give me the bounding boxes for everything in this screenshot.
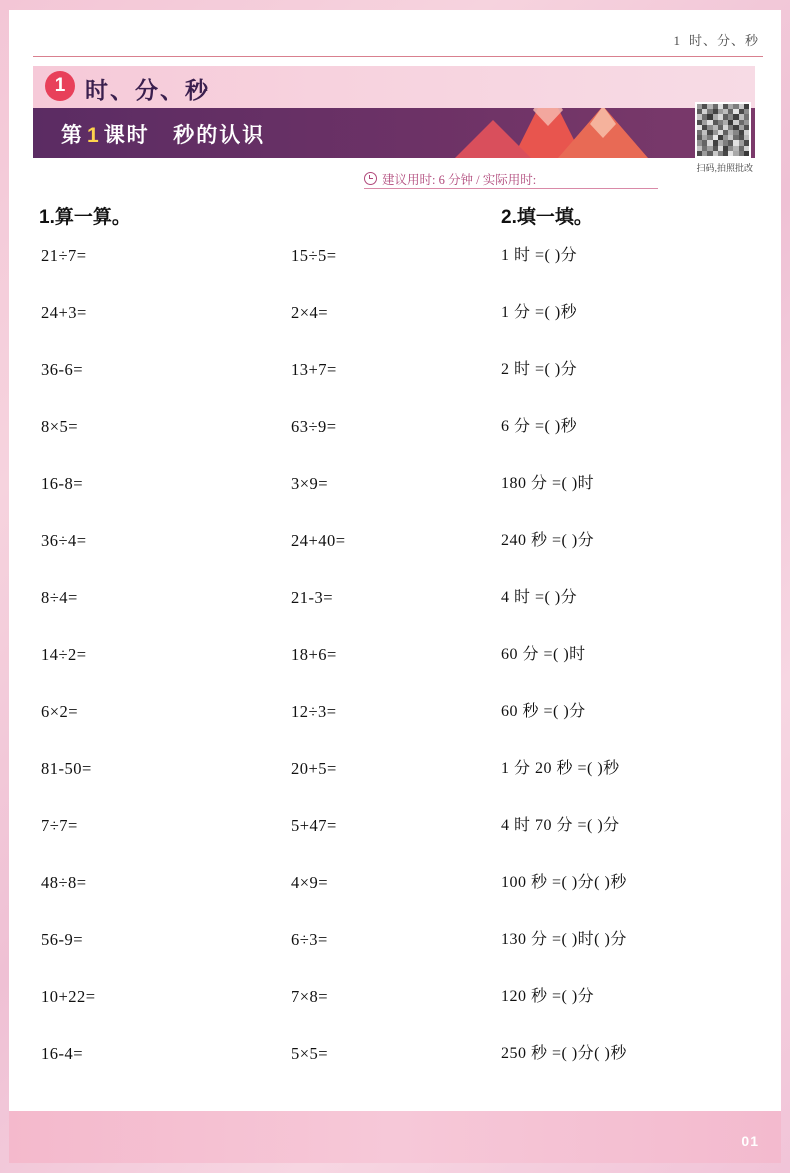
- unit-title: 时、分、秒: [85, 77, 210, 103]
- exercise-item: 63÷9=: [291, 417, 337, 436]
- timing-underline: [364, 188, 658, 189]
- fill-in-item: 2 时 =( )分: [501, 361, 578, 378]
- lesson-title: [61, 119, 265, 149]
- exercise-item: 12÷3=: [291, 702, 337, 721]
- exercise-item: 16-4=: [41, 1044, 84, 1063]
- exercise-item: 13+7=: [291, 360, 337, 379]
- running-head-title: 时、分、秒: [688, 33, 759, 48]
- exercise-item: 24+3=: [41, 303, 87, 322]
- exercise-item: 18+6=: [291, 645, 337, 664]
- timing-note: [364, 170, 664, 188]
- lesson-name: 秒的认识: [173, 124, 266, 147]
- fill-in-item: 240 秒 =( )分: [501, 532, 595, 549]
- exercise-item: 21-3=: [291, 588, 334, 607]
- fill-in-column: [501, 248, 769, 1103]
- exercise-item: 15÷5=: [291, 246, 337, 265]
- exercise-column-a: [41, 248, 271, 1103]
- clock-icon: [364, 172, 377, 185]
- exercise-item: 6÷3=: [291, 930, 328, 949]
- exercise-item: 24+40=: [291, 531, 346, 550]
- exercise-item: 20+5=: [291, 759, 337, 778]
- exercise-item: 5×5=: [291, 1044, 329, 1063]
- exercise-item: 4×9=: [291, 873, 329, 892]
- fill-in-item: 6 分 =( )秒: [501, 418, 578, 435]
- qr-code-grid: [697, 104, 749, 156]
- exercise-item: 10+22=: [41, 987, 96, 1006]
- exercise-item: 21÷7=: [41, 246, 87, 265]
- fill-in-item: 4 时 =( )分: [501, 589, 578, 606]
- exercise-item: 7×8=: [291, 987, 329, 1006]
- exercise-item: 14÷2=: [41, 645, 87, 664]
- exercise-item: 56-9=: [41, 930, 84, 949]
- fill-in-item: 100 秒 =( )分( )秒: [501, 874, 627, 891]
- exercise-item: 3×9=: [291, 474, 329, 493]
- lesson-number: 1: [87, 124, 101, 147]
- qr-caption: 扫码,拍照批改: [696, 163, 753, 173]
- exercise-item: 6×2=: [41, 702, 79, 721]
- page-number: 01: [741, 1133, 759, 1149]
- lesson-prefix: 第: [61, 124, 84, 147]
- exercise-item: 8×5=: [41, 417, 79, 436]
- fill-in-item: 60 秒 =( )分: [501, 703, 586, 720]
- exercise-item: 36-6=: [41, 360, 84, 379]
- mountain-decoration: [453, 108, 663, 158]
- fill-in-item: 250 秒 =( )分( )秒: [501, 1045, 627, 1062]
- qr-code[interactable]: [695, 102, 751, 158]
- lesson-title-bar: [33, 108, 755, 158]
- unit-banner: [33, 66, 755, 173]
- question-2-heading: 2.填一填。: [501, 207, 593, 228]
- fill-in-item: 120 秒 =( )分: [501, 988, 595, 1005]
- fill-in-item: 4 时 70 分 =( )分: [501, 817, 620, 834]
- footer-band: [9, 1111, 781, 1163]
- header-divider: [33, 56, 763, 57]
- fill-in-item: 130 分 =( )时( )分: [501, 931, 627, 948]
- worksheet-page: [9, 10, 781, 1163]
- exercise-item: 8÷4=: [41, 588, 78, 607]
- fill-in-item: 1 分 =( )秒: [501, 304, 578, 321]
- lesson-suffix: 课时: [103, 124, 150, 147]
- unit-title-bar: [33, 66, 755, 108]
- exercise-item: 2×4=: [291, 303, 329, 322]
- question-1-heading: 1.算一算。: [39, 207, 131, 228]
- running-head: [673, 30, 759, 49]
- exercise-item: 7÷7=: [41, 816, 78, 835]
- fill-in-item: 60 分 =( )时: [501, 646, 586, 663]
- running-head-number: 1: [673, 33, 681, 48]
- exercise-item: 16-8=: [41, 474, 84, 493]
- exercise-item: 36÷4=: [41, 531, 87, 550]
- exercise-item: 81-50=: [41, 759, 92, 778]
- fill-in-item: 1 分 20 秒 =( )秒: [501, 760, 620, 777]
- unit-number-badge: 1: [45, 71, 75, 101]
- exercise-column-b: [291, 248, 491, 1103]
- timing-text: 建议用时: 6 分钟 / 实际用时:: [382, 173, 537, 187]
- exercise-item: 48÷8=: [41, 873, 87, 892]
- fill-in-item: 1 时 =( )分: [501, 247, 578, 264]
- exercise-item: 5+47=: [291, 816, 337, 835]
- fill-in-item: 180 分 =( )时: [501, 475, 595, 492]
